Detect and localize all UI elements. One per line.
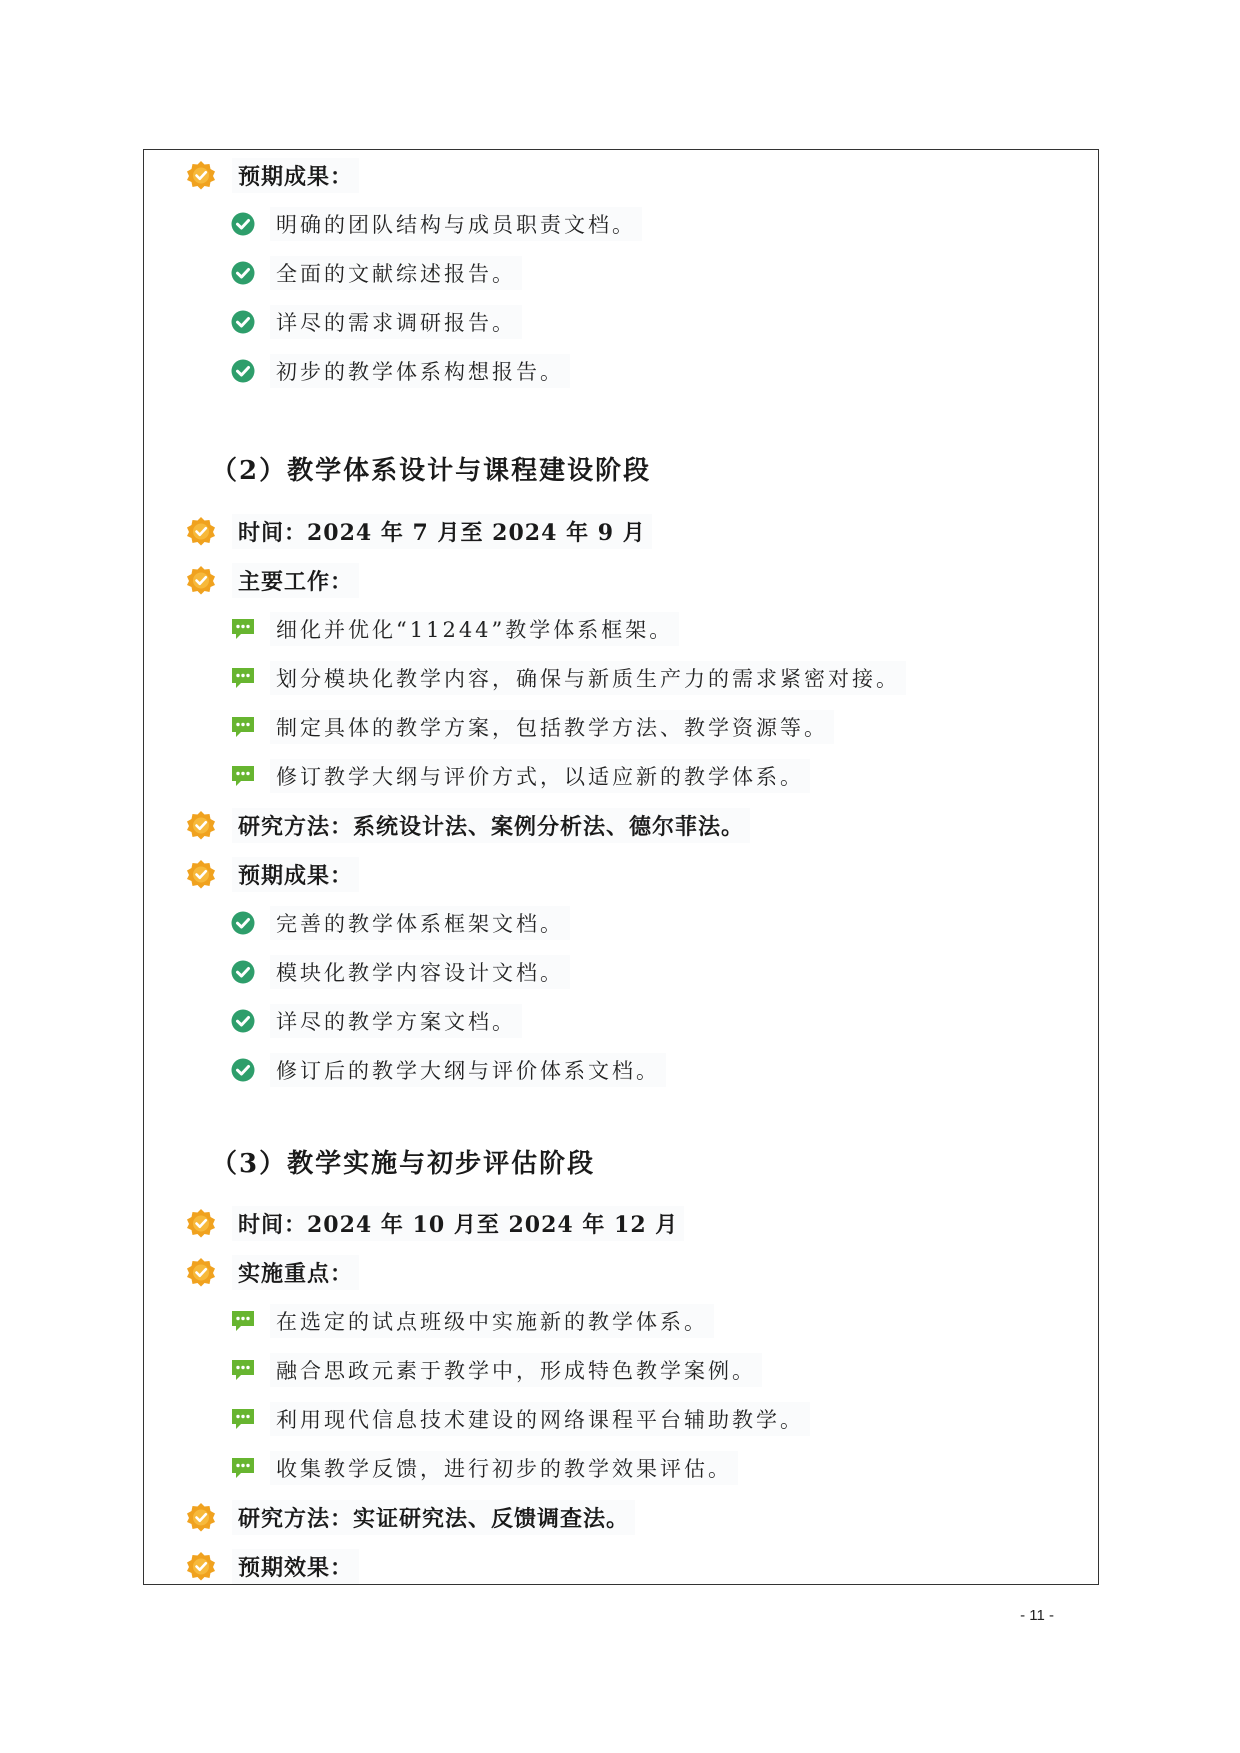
list-item-text: 详尽的教学方案文档。 [270, 1004, 522, 1038]
time-row [186, 1203, 684, 1243]
effect-heading-row [186, 1546, 359, 1586]
list-item-text: 利用现代信息技术建设的网络课程平台辅助教学。 [270, 1402, 810, 1436]
green-chat-bubble-icon [230, 714, 256, 740]
time-text: 时间：2024 年 7 月至 2024 年 9 月 [232, 514, 652, 549]
green-check-circle-icon [230, 1008, 256, 1034]
green-chat-bubble-icon [230, 1357, 256, 1383]
list-item [230, 302, 522, 342]
list-item-text: 详尽的需求调研报告。 [270, 305, 522, 339]
green-chat-bubble-icon [230, 1455, 256, 1481]
green-check-circle-icon [230, 260, 256, 286]
green-chat-bubble-icon [230, 665, 256, 691]
section-heading [205, 1141, 601, 1181]
list-item-text: 明确的团队结构与成员职责文档。 [270, 207, 642, 241]
orange-check-badge-icon [186, 160, 216, 190]
method-row [186, 1497, 635, 1537]
results-heading-row [186, 854, 359, 894]
list-item-text: 划分模块化教学内容，确保与新质生产力的需求紧密对接。 [270, 661, 906, 695]
green-check-circle-icon [230, 1057, 256, 1083]
orange-check-badge-icon [186, 1551, 216, 1581]
green-chat-bubble-icon [230, 1406, 256, 1432]
effect-label: 预期效果： [232, 1549, 359, 1584]
focus-heading-row [186, 1252, 359, 1292]
list-item-text: 收集教学反馈，进行初步的教学效果评估。 [270, 1451, 738, 1485]
list-item [230, 658, 906, 698]
list-item-text: 融合思政元素于教学中，形成特色教学案例。 [270, 1353, 762, 1387]
list-item [230, 1399, 810, 1439]
list-item-text: 制定具体的教学方案，包括教学方法、教学资源等。 [270, 710, 834, 744]
green-chat-bubble-icon [230, 763, 256, 789]
list-item [230, 952, 570, 992]
green-check-circle-icon [230, 959, 256, 985]
list-item [230, 204, 642, 244]
orange-check-badge-icon [186, 810, 216, 840]
green-check-circle-icon [230, 358, 256, 384]
list-item-text: 全面的文献综述报告。 [270, 256, 522, 290]
list-item-text: 细化并优化“11244”教学体系框架。 [270, 612, 679, 646]
method-text: 研究方法：系统设计法、案例分析法、德尔菲法。 [232, 808, 750, 843]
section-2-heading: （2）教学体系设计与课程建设阶段 [211, 455, 652, 486]
green-chat-bubble-icon [230, 1308, 256, 1334]
list-item-text: 初步的教学体系构想报告。 [270, 354, 570, 388]
orange-check-badge-icon [186, 1257, 216, 1287]
orange-check-badge-icon [186, 1208, 216, 1238]
green-check-circle-icon [230, 910, 256, 936]
list-item-text: 在选定的试点班级中实施新的教学体系。 [270, 1304, 714, 1338]
list-item [230, 1001, 522, 1041]
list-item [230, 351, 570, 391]
page-number: - 11 - [1020, 1607, 1054, 1624]
green-check-circle-icon [230, 309, 256, 335]
list-item [230, 1448, 738, 1488]
section-3-heading: （3）教学实施与初步评估阶段 [211, 1148, 596, 1179]
method-row [186, 805, 750, 845]
list-item [230, 1350, 762, 1390]
list-item [230, 609, 679, 649]
focus-label: 实施重点： [232, 1255, 359, 1290]
time-text: 时间：2024 年 10 月至 2024 年 12 月 [232, 1206, 684, 1241]
work-heading-row [186, 560, 359, 600]
green-check-circle-icon [230, 211, 256, 237]
list-item [230, 1050, 666, 1090]
results-heading-row [186, 155, 359, 195]
list-item-text: 修订教学大纲与评价方式，以适应新的教学体系。 [270, 759, 810, 793]
list-item [230, 707, 834, 747]
list-item [230, 253, 522, 293]
section-heading [205, 448, 657, 488]
list-item-text: 完善的教学体系框架文档。 [270, 906, 570, 940]
orange-check-badge-icon [186, 516, 216, 546]
orange-check-badge-icon [186, 859, 216, 889]
list-item [230, 756, 810, 796]
list-item [230, 1301, 714, 1341]
results-label: 预期成果： [232, 857, 359, 892]
results-label: 预期成果： [232, 158, 359, 193]
green-chat-bubble-icon [230, 616, 256, 642]
time-row [186, 511, 652, 551]
work-label: 主要工作： [232, 563, 359, 598]
list-item-text: 修订后的教学大纲与评价体系文档。 [270, 1053, 666, 1087]
orange-check-badge-icon [186, 565, 216, 595]
list-item-text: 模块化教学内容设计文档。 [270, 955, 570, 989]
method-text: 研究方法：实证研究法、反馈调查法。 [232, 1500, 635, 1535]
list-item [230, 903, 570, 943]
orange-check-badge-icon [186, 1502, 216, 1532]
